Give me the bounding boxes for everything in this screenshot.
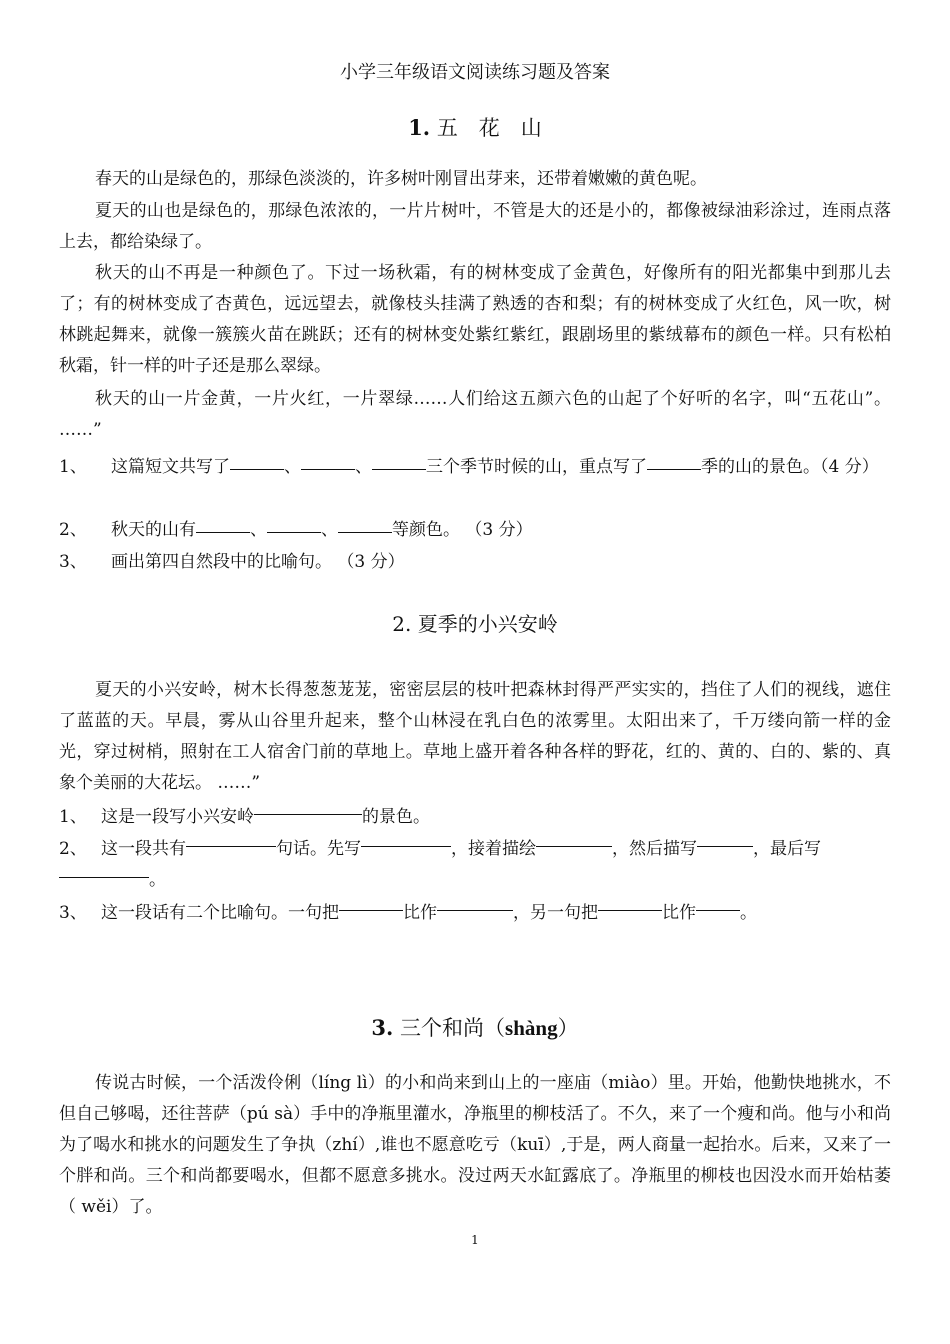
question-text: 这一段话有二个比喻句。一句把: [101, 903, 339, 923]
section-3-title: 三个和尚（: [400, 1016, 506, 1040]
question-text: 等颜色。 （3 分）: [392, 520, 533, 540]
section-3-number: 3.: [371, 1015, 394, 1040]
separator: 、: [321, 520, 338, 540]
answer-line[interactable]: [696, 909, 740, 911]
section-1-title: 五 花 山: [436, 116, 542, 140]
separator: 、: [355, 457, 372, 477]
answer-line[interactable]: [59, 876, 149, 878]
section-1-paragraph-2: 夏天的山也是绿色的，那绿色浓浓的，一片片树叶，不管是大的还是小的，都像被绿油彩涂过，连雨点落上去，都给染绿了。: [59, 201, 891, 252]
answer-line[interactable]: [598, 909, 662, 911]
answer-blank[interactable]: [338, 531, 392, 533]
section-2-paragraph-1: 夏天的小兴安岭，树木长得葱葱茏茏，密密层层的枝叶把森林封得严严实实的，挡住了人们的视线，遮住了蓝蓝的天。早晨，雾从山谷里升起来，整个山林浸在乳白色的浓雾里。太阳出来了，千万缕向箭一样的金光，穿过树梢，照射在工人宿舍门前的草地上。草地上盛开着各种各样的野花，红的、黄的、白的、紫的、真象个美丽的大花坛。 ……”: [59, 680, 891, 793]
answer-line[interactable]: [186, 845, 276, 847]
section-2-question-2: [59, 834, 891, 896]
question-text: ，接着描绘: [451, 839, 536, 859]
question-text: 的景色。: [362, 807, 430, 827]
section-1-number: 1.: [408, 115, 431, 140]
answer-blank[interactable]: [372, 468, 426, 470]
section-1-question-2: [59, 515, 891, 546]
question-number: 1、: [59, 807, 87, 827]
section-1-paragraph-1: 春天的山是绿色的，那绿色淡淡的，许多树叶刚冒出芽来，还带着嫩嫩的黄色呢。: [95, 169, 707, 189]
document-title: 小学三年级语文阅读练习题及答案: [340, 62, 610, 83]
question-text: 这是一段写小兴安岭: [101, 807, 254, 827]
question-text: 画出第四自然段中的比喻句。 （3 分）: [111, 552, 405, 572]
section-1-paragraph-4: 秋天的山一片金黄，一片火红，一片翠绿……人们给这五颜六色的山起了个好听的名字，叫“五花山”。 ……”: [59, 389, 891, 440]
section-2-question-1: [59, 802, 891, 833]
question-text: 。: [149, 870, 166, 890]
separator: 、: [250, 520, 267, 540]
question-number: 3、: [59, 552, 87, 572]
question-number: 2、: [59, 839, 87, 859]
question-text: 这一段共有: [101, 839, 186, 859]
page-number: 1: [471, 1233, 479, 1247]
question-text: ，然后描写: [612, 839, 697, 859]
section-1-heading: [0, 112, 950, 142]
question-text: 季的山的景色。（4 分）: [701, 457, 879, 477]
section-1-question-3: [59, 547, 891, 578]
question-text: 句话。先写: [276, 839, 361, 859]
answer-blank[interactable]: [267, 531, 321, 533]
section-2-title: 2. 夏季的小兴安岭: [392, 612, 558, 636]
section-2-question-3: [59, 898, 891, 929]
section-1-question-1: [59, 452, 891, 483]
question-number: 3、: [59, 903, 87, 923]
answer-line[interactable]: [339, 909, 403, 911]
answer-blank[interactable]: [230, 468, 284, 470]
question-text: 比作: [403, 903, 437, 923]
question-text: ，最后写: [753, 839, 821, 859]
separator: 、: [284, 457, 301, 477]
question-text: 三个季节时候的山，重点写了: [426, 457, 647, 477]
answer-line[interactable]: [697, 845, 753, 847]
question-text: ，另一句把: [513, 903, 598, 923]
section-3-title-pinyin: shàng: [505, 1016, 558, 1040]
question-number: 1、: [59, 457, 87, 477]
answer-line[interactable]: [361, 845, 451, 847]
question-text: 比作: [662, 903, 696, 923]
section-3-title-end: ）: [557, 1016, 579, 1040]
answer-blank[interactable]: [301, 468, 355, 470]
section-3-paragraph-1: 传说古时候，一个活泼伶俐（líng lì）的小和尚来到山上的一座庙（miào）里。开始，他勤快地挑水，不但自己够喝，还往菩萨（pú sà）手中的净瓶里灌水，净瓶里的柳枝活了。不久，来了一个瘦和尚。他与小和尚为了喝水和挑水的问题发生了争执（zhí）,谁也不愿意吃亏（kuī）,于是，两人商量一起抬水。后来，又来了一个胖和尚。三个和尚都要喝水，但都不愿意多挑水。没过两天水缸露底了。净瓶里的柳枝也因没水而开始枯萎（ wěi）了。: [59, 1073, 891, 1217]
question-text: 这篇短文共写了: [111, 457, 230, 477]
question-text: 。: [740, 903, 757, 923]
section-3-heading: [0, 1012, 950, 1042]
question-text: 秋天的山有: [111, 520, 196, 540]
answer-blank[interactable]: [647, 468, 701, 470]
question-number: 2、: [59, 520, 87, 540]
answer-line[interactable]: [536, 845, 612, 847]
section-1-paragraph-3: 秋天的山不再是一种颜色了。下过一场秋霜，有的树林变成了金黄色，好像所有的阳光都集中到那儿去了；有的树林变成了杏黄色，远远望去，就像枝头挂满了熟透的杏和梨；有的树林变成了火红色，风一吹，树林跳起舞来，就像一簇簇火苗在跳跃；还有的树林变处紫红紫红，跟剧场里的紫绒幕布的颜色一样。只有松柏秋霜，针一样的叶子还是那么翠绿。: [59, 263, 891, 376]
answer-blank[interactable]: [196, 531, 250, 533]
answer-line[interactable]: [437, 909, 513, 911]
answer-line[interactable]: [254, 813, 362, 815]
